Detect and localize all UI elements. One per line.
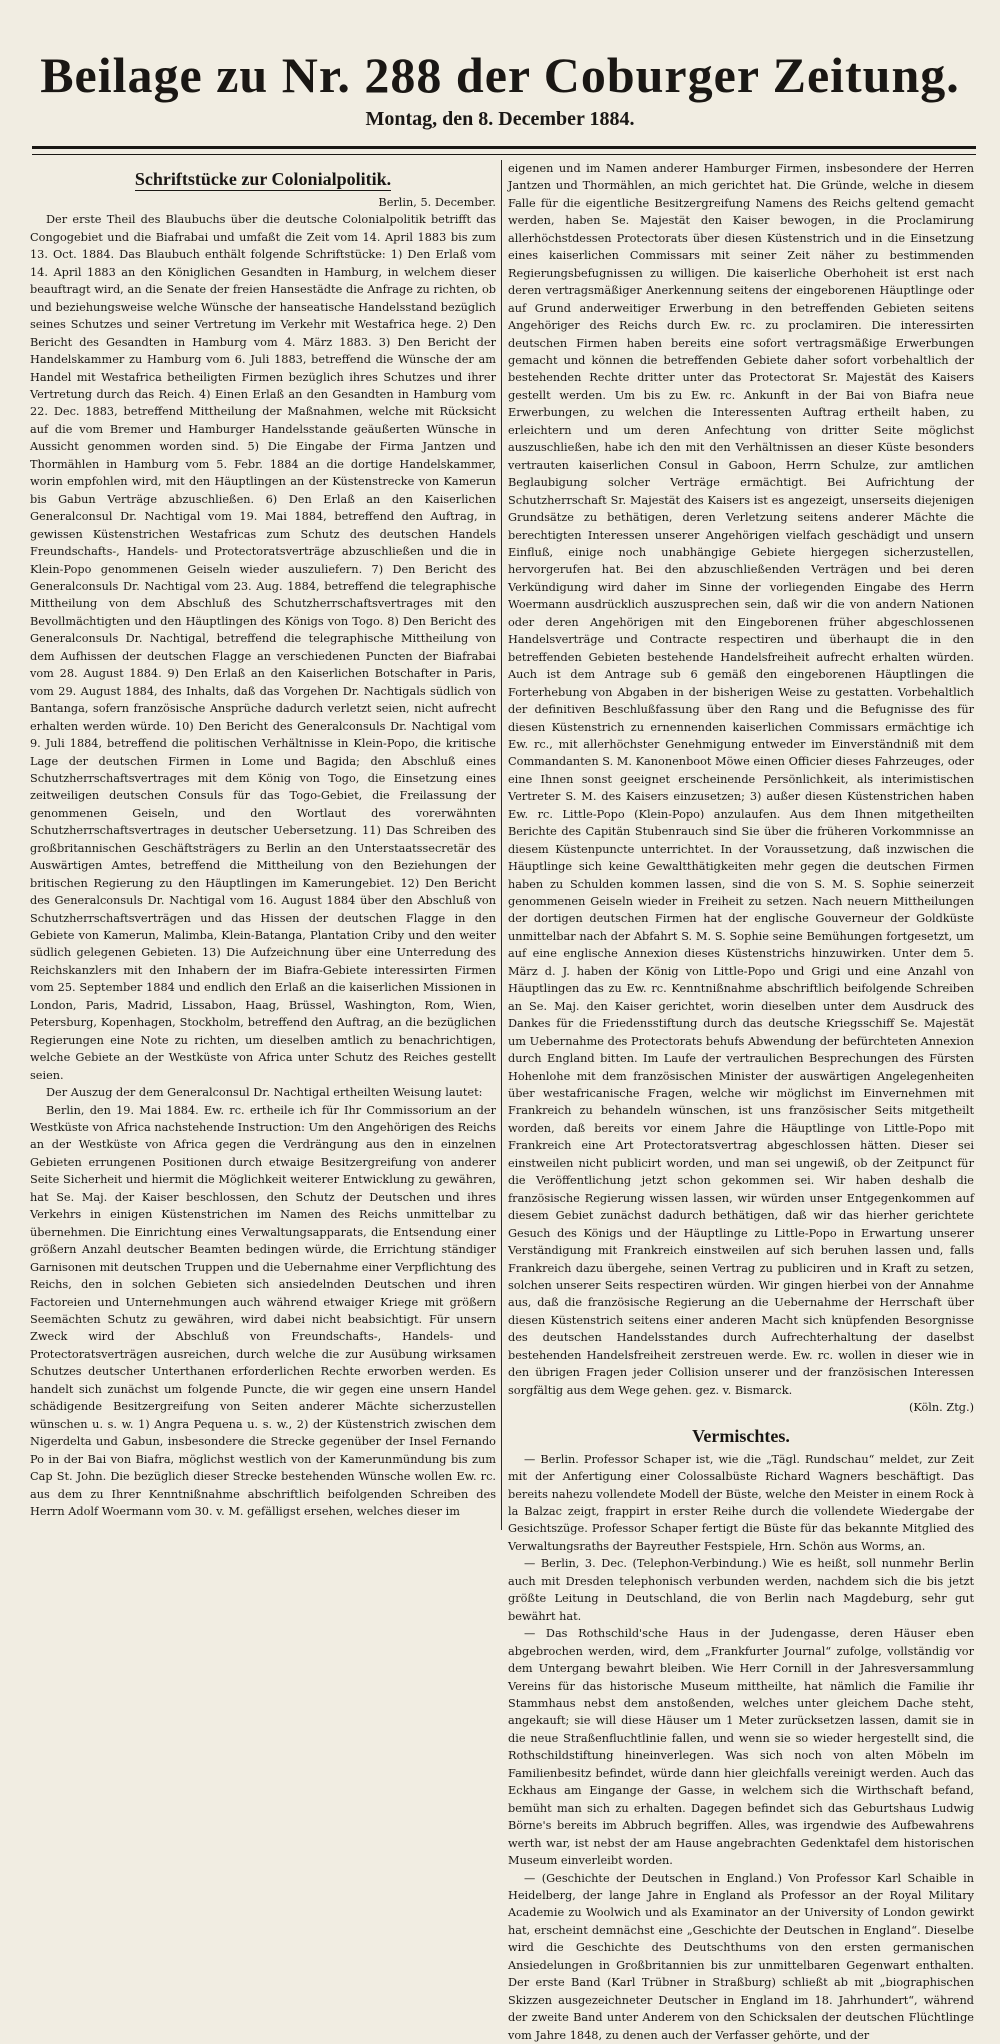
news-item: — Berlin. Professor Schaper ist, wie die „Tägl. Rundschau“ meldet, zur Zeit mit der Anfertigung einer Colossalbüste Richard Wagners beschäftigt. Das bereits nahezu vollendete Modell der Büste, welche den Meister in einem Rock à la Balzac zeigt, frappirt in erster Reihe durch die vollendete Wiedergabe der Gesichtszüge. Professor Schaper fertigt die Büste für das bekannte Mitglied des Verwaltungsraths der Bayreuther Festspiele, Hrn. Schön aus Worms, an.: [508, 1451, 974, 1556]
masthead-rule: [32, 146, 976, 155]
column-left: [30, 160, 496, 1535]
continuation-text: eigenen und im Namen anderer Hamburger Firmen, insbesondere der Herren Jantzen und Thormählen, an mich gerichtet hat. Die Gründe, welche in diesem Falle für die eigentliche Besitzergreifung Namens des Reichs geltend gemacht werden, haben Se. Majestät den Kaiser bewogen, in die Proclamirung allerhöchstdessen Protectorats über diesen Küstenstrich und in die Einsetzung eines kaiserlichen Commissars mit seiner Zeit näher zu bestimmenden Regierungsbefugnissen zu willigen. Die kaiserliche Oberhoheit ist erst nach deren vertragsmäßiger Anerkennung seitens der eingeborenen Häuptlinge oder auf Grund anderweitiger Erwerbung in den betreffenden Gebieten seitens Angehöriger des Reichs durch Ew. rc. zu proclamiren. Die interessirten deutschen Firmen haben bereits eine sofort vertragsmäßige Erwerbungen gemacht und können die betreffenden Gebiete daher sofort vorbehaltlich der bestehenden Rechte dritter unter das Protectorat Sr. Majestät des Kaisers gestellt werden. Um bis zu Ew. rc. Ankunft in der Bai von Biafra neue Erwerbungen, zu welchen die Interessenten Auftrag ertheilt haben, zu erleichtern und um deren Anfechtung von dritter Seite möglichst auszuschließen, habe ich den mit den Verhältnissen an dieser Küste besonders vertrauten kaiserlichen Consul in Gaboon, Herrn Schulze, zur amtlichen Beglaubigung solcher Verträge ermächtigt. Bei Aufrichtung der Schutzherrschaft Sr. Majestät des Kaisers ist es angezeigt, unserseits diejenigen Grundsätze zu bethätigen, deren Verletzung seitens anderer Mächte die berechtigten Interessen unserer Angehörigen vielfach geschädigt und unsern Einfluß, einige noch unabhängige Gebiete hiergegen sicherzustellen, hervorgerufen hat. Bei den abzuschließenden Verträgen und bei deren Verkündigung wird daher im Sinne der vorliegenden Eingabe des Herrn Woermann ausdrücklich auszusprechen sein, daß wir die von andern Nationen oder deren Angehörigen mit den Eingeborenen früher abgeschlossenen Handelsverträge und Contracte respectiren und überhaupt die in den betreffenden Gebieten bestehende Handelsfreiheit aufrecht erhalten würden. Auch ist dem Antrage sub 6 gemäß den eingeborenen Häuptlingen die Forterhebung von Abgaben in der bisherigen Weise zu gestatten. Vorbehaltlich der definitiven Beschlußfassung über den Rang und die Befugnisse des für diesen Küstenstrich zu ernennenden kaiserlichen Commissars ermächtige ich Ew. rc., mit allerhöchster Genehmigung entweder im Einverständniß mit dem Commandanten S. M. Kanonenboot Möwe einen Officier dieses Fahrzeuges, oder eine Ihnen sonst geeignet erscheinende Persönlichkeit, als interimistischen Vertreter S. M. des Kaisers einzusetzen; 3) außer diesen Küstenstrichen haben Ew. rc. Little-Popo (Klein-Popo) anzulaufen. Aus dem Ihnen mitgetheilten Berichte des Capitän Stubenrauch sind Sie über die früheren Vorkommnisse an diesem Küstenpuncte unterrichtet. In der Voraussetzung, daß inzwischen die Häuptlinge sich keine Gewaltthätigkeiten mehr gegen die deutschen Firmen haben zu Schulden kommen lassen, sind die von S. M. S. Sophie seinerzeit genommenen Geiseln wieder in Freiheit zu setzen. Nach neuern Mittheilungen der dortigen deutschen Firmen hat der englische Gouverneur der Goldküste unmittelbar nach der Abfahrt S. M. S. Sophie seine Bemühungen fortgesetzt, um auf eine englische Annexion dieses Küstenstrichs hinzuwirken. Unter dem 5. März d. J. haben der König von Little-Popo und Grigi und eine Anzahl von Häuptlingen das zu Ew. rc. Kenntnißnahme abschriftlich beifolgende Schreiben an Se. Maj. den Kaiser gerichtet, worin dieselben unter dem Ausdruck des Dankes für die Friedensstiftung durch das deutsche Kriegsschiff Se. Majestät um Uebernahme des Protectorats behufs Abwendung der befürchteten Annexion durch England bitten. Im Laufe der vertraulichen Besprechungen des Fürsten Hohenlohe mit dem französischen Minister der auswärtigen Angelegenheiten über westafricanische Fragen, welche wir möglichst im Einvernehmen mit Frankreich zu behandeln wünschen, ist uns französischer Seits mitgetheilt worden, daß bereits vor einem Jahre die Häuptlinge von Little-Popo mit Frankreich eine Art Protectoratsvertrag abgeschlossen hätten. Dieser sei einstweilen nicht publicirt worden, und man sei ungewiß, ob der Zeitpunct für die Veröffentlichung jetzt schon gekommen sei. Wir haben deshalb die französische Regierung wissen lassen, wir würden unser Entgegenkommen auf diesem Gebiet zunächst dadurch bethätigen, daß wir das hierher gerichtete Gesuch des Königs und der Häuptlinge zu Little-Popo in Erwartung unserer Verständigung mit Frankreich einstweilen auf sich beruhen lassen und, falls Frankreich dazu übergehe, seinen Vertrag zu publiciren und in Kraft zu setzen, solchen unserer Seits respectiren würden. Wir gingen hierbei von der Annahme aus, daß die französische Regierung an die Uebernahme der Herrschaft über diesen Küstenstrich seitens einer anderen Macht sich knüpfenden Besorgnisse des deutschen Handelsstandes durch Aufrechterhaltung der daselbst bestehenden Handelsfreiheit zerstreuen werde. Ew. rc. wollen in dieser wie in den übrigen Fragen jeder Collision unserer und der französischen Interessen sorgfältig aus dem Wege gehen. gez. v. Bismarck.: [508, 162, 974, 1397]
news-item: — Berlin, 3. Dec. (Telephon-Verbindung.) Wie es heißt, soll nunmehr Berlin auch mit Dresden telephonisch verbunden werden, nachdem sich die bis jetzt größte Leitung in Deutschland, die von Berlin nach Magdeburg, sehr gut bewährt hat.: [508, 1555, 974, 1625]
article-heading: [30, 168, 496, 190]
section-heading: Vermischtes.: [508, 1425, 974, 1447]
masthead-date: Montag, den 8. December 1884.: [0, 108, 1000, 131]
article-paragraph: Der erste Theil des Blaubuchs über die deutsche Colonialpolitik betrifft das Congogebiet und die Biafrabai und umfaßt die Zeit vom 14. April 1883 bis zum 13. Oct. 1884. Das Blaubuch enthält folgende Schriftstücke: 1) Den Erlaß vom 14. April 1883 an den Königlichen Gesandten in Hamburg, in welchem dieser beauftragt wird, an die Senate der freien Hansestädte die Anfrage zu richten, ob und beziehungsweise welche Wünsche der hanseatische Handelsstand bezüglich seines Schutzes und seiner Vertretung im Verkehr mit Westafrica hege. 2) Den Bericht des Gesandten in Hamburg vom 4. März 1883. 3) Den Bericht der Handelskammer zu Hamburg vom 6. Juli 1883, betreffend die Wünsche der am Handel mit Westafrica betheiligten Firmen bezüglich ihres Schutzes und ihrer Vertretung durch das Reich. 4) Einen Erlaß an den Gesandten in Hamburg vom 22. Dec. 1883, betreffend Mittheilung der Maßnahmen, welche mit Rücksicht auf die vom Bremer und Hamburger Handelsstande geäußerten Wünsche in Aussicht genommen worden sind. 5) Die Eingabe der Firma Jantzen und Thormählen in Hamburg vom 5. Febr. 1884 an die dortige Handelskammer, worin empfohlen wird, mit den Häuptlingen an der Küstenstrecke von Kamerun bis Gabun Verträge abzuschließen. 6) Den Erlaß an den Kaiserlichen Generalconsul Dr. Nachtigal vom 19. Mai 1884, betreffend den Auftrag, in gewissen Küstenstrichen Westafricas zum Schutz des deutschen Handels Freundschafts-, Handels- und Protectoratsverträge abzuschließen und die in Klein-Popo genommenen Geiseln wieder auszuliefern. 7) Den Bericht des Generalconsuls Dr. Nachtigal vom 23. Aug. 1884, betreffend die telegraphische Mittheilung von dem Abschluß des Schutzherrschaftsvertrages mit den Bevollmächtigten und den Häuptlingen des Königs von Togo. 8) Den Bericht des Generalconsuls Dr. Nachtigal, betreffend die telegraphische Mittheilung von dem Aufhissen der deutschen Flagge an verschiedenen Puncten der Biafrabai vom 28. August 1884. 9) Den Erlaß an den Kaiserlichen Botschafter in Paris, vom 29. August 1884, des Inhalts, daß das Vorgehen Dr. Nachtigals südlich von Bantanga, sofern französische Ansprüche dadurch verletzt seien, nicht aufrecht erhalten werden würde. 10) Den Bericht des Generalconsuls Dr. Nachtigal vom 9. Juli 1884, betreffend die politischen Verhältnisse in Klein-Popo, die kritische Lage der deutschen Firmen in Lome und Bagida; den Abschluß eines Schutzherrschaftsvertrages mit dem König von Togo, die Einsetzung eines zeitweiligen deutschen Consuls für das Togo-Gebiet, die Freilassung der genommenen Geiseln, und den Wortlaut des vorerwähnten Schutzherrschaftsvertrages in deutscher Uebersetzung. 11) Das Schreiben des großbritannischen Geschäftsträgers zu Berlin an den Unterstaatssecretär des Auswärtigen Amtes, betreffend die Mittheilung von den Beziehungen der britischen Regierung zu den Häuptlingen im Kamerungebiet. 12) Den Bericht des Generalconsuls Dr. Nachtigal vom 16. August 1884 über den Abschluß von Schutzherrschaftsverträgen und das Hissen der deutschen Flagge in den Gebiete von Kamerun, Malimba, Klein-Batanga, Plantation Criby und den weiter südlich gelegenen Gebieten. 13) Die Aufzeichnung über eine Unterredung des Reichskanzlers mit den Inhabern der im Biafra-Gebiete interessirten Firmen vom 25. September 1884 und endlich den Erlaß an die kaiserlichen Missionen in London, Paris, Madrid, Lissabon, Haag, Brüssel, Washington, Rom, Wien, Petersburg, Kopenhagen, Stockholm, betreffend den Auftrag, an die bezüglichen Regierungen eine Note zu richten, um dieselben amtlich zu benachrichtigen, welche Gebiete an der Westküste von Africa unter Schutz des Reiches gestellt seien.: [30, 211, 496, 1084]
article-continuation: [508, 160, 974, 1399]
article-paragraph: Der Auszug der dem Generalconsul Dr. Nachtigal ertheilten Weisung lautet:: [30, 1084, 496, 1101]
article-source: (Köln. Ztg.): [508, 1399, 974, 1416]
column-right: [508, 160, 974, 1535]
column-divider: [501, 160, 502, 1530]
news-item: — Das Rothschild'sche Haus in der Judengasse, deren Häuser eben abgebrochen werden, wird, dem „Frankfurter Journal“ zufolge, vollständig vor dem Untergang bewahrt bleiben. Wie Herr Cornill in der Jahresversammlung Vereins für das historische Museum mittheilte, hat nämlich die Familie ihr Stammhaus nebst dem anstoßenden, welches unter gleichem Dache steht, angekauft; sie will diese Häuser um 1 Meter zurücksetzen lassen, damit sie in die neue Straßenfluchtlinie fallen, und wenn sie so wieder hergestellt sind, die Rothschildstiftung hineinverlegen. Was sich noch von alten Möbeln im Familienbesitz befindet, würde dann hier gleichfalls vereinigt werden. Auch das Eckhaus am Eingange der Gasse, in welchem sich die Wirthschaft befand, bemüht man sich zu erhalten. Dagegen befindet sich das Geburtshaus Ludwig Börne's bereits im Abbruch begriffen. Alles, was irgendwie des Aufbewahrens werth war, ist nebst der am Hause angebrachten Gedenktafel dem historischen Museum einverleibt worden.: [508, 1625, 974, 1869]
article-instruction-text: Berlin, den 19. Mai 1884. Ew. rc. ertheile ich für Ihr Commissorium an der Westküste von Africa nachstehende Instruction: Um den Angehörigen des Reichs an der Westküste von Africa gegen die Verdrängung aus den in einzelnen Gebieten errungenen Positionen durch etwaige Besitzergreifung von anderer Seite Sicherheit und hiermit die Möglichkeit weiterer Entwicklung zu gewähren, hat Se. Maj. der Kaiser beschlossen, den Schutz der Deutschen und ihres Verkehrs in einigen Küstenstrichen im Namen des Reichs unmittelbar zu übernehmen. Die Einrichtung eines Verwaltungsapparats, die Entsendung einer größern Anzahl deutscher Beamten bedingen würde, die Errichtung ständiger Garnisonen mit deutschen Truppen und die Uebernahme einer Verpflichtung des Reichs, den in solchen Gebieten sich ansiedelnden Deutschen und ihren Factoreien und Unternehmungen auch während etwaiger Kriege mit größern Seemächten Schutz zu gewähren, wird dabei nicht beabsichtigt. Für unsern Zweck wird der Abschluß von Freundschafts-, Handels- und Protectoratsverträgen ausreichen, durch welche die zur Ausübung wirksamen Schutzes deutscher Unterthanen erforderlichen Rechte erworben werden. Es handelt sich zunächst um folgende Puncte, die wir gegen eine unsern Handel schädigende Besitzergreifung von Seiten anderer Mächte sicherzustellen wünschen u. s. w. 1) Angra Pequena u. s. w., 2) der Küstenstrich zwischen dem Nigerdelta und Gabun, insbesondere die Strecke gegenüber der Insel Fernando Po in der Bai von Biafra, möglichst westlich von der Kamerunmündung bis zum Cap St. John. Die bezüglich dieser Strecke bestehenden Wünsche wollen Ew. rc. aus dem zu Ihrer Kenntnißnahme abschriftlich beifolgenden Schreiben des Herrn Adolf Woermann vom 30. v. M. gefälligst ersehen, welches dieser im: [30, 1102, 496, 1521]
news-item: — (Geschichte der Deutschen in England.) Von Professor Karl Schaible in Heidelberg, der lange Jahre in England als Professor an der Royal Military Academie zu Woolwich und als Examinator an der University of London gewirkt hat, erscheint demnächst eine „Geschichte der Deutschen in England“. Dieselbe wird die Geschichte des Deutschthums von den ersten germanischen Ansiedelungen in Großbritannien bis zur unmittelbaren Gegenwart enthalten. Der erste Band (Karl Trübner in Straßburg) schließt ab mit „biographischen Skizzen ausgezeichneter Deutscher in England im 18. Jahrhundert“, während der zweite Band unter Anderem von den Schicksalen der deutschen Flüchtlinge vom Jahre 1848, zu denen auch der Verfasser gehörte, und der: [508, 1870, 974, 2044]
article-heading-text: Schriftstücke zur Colonialpolitik.: [135, 169, 391, 191]
article-place-date: Berlin, 5. December.: [30, 194, 496, 211]
right-column-flow: [508, 160, 974, 2044]
masthead-title: Beilage zu Nr. 288 der Coburger Zeitung.: [0, 46, 1000, 104]
